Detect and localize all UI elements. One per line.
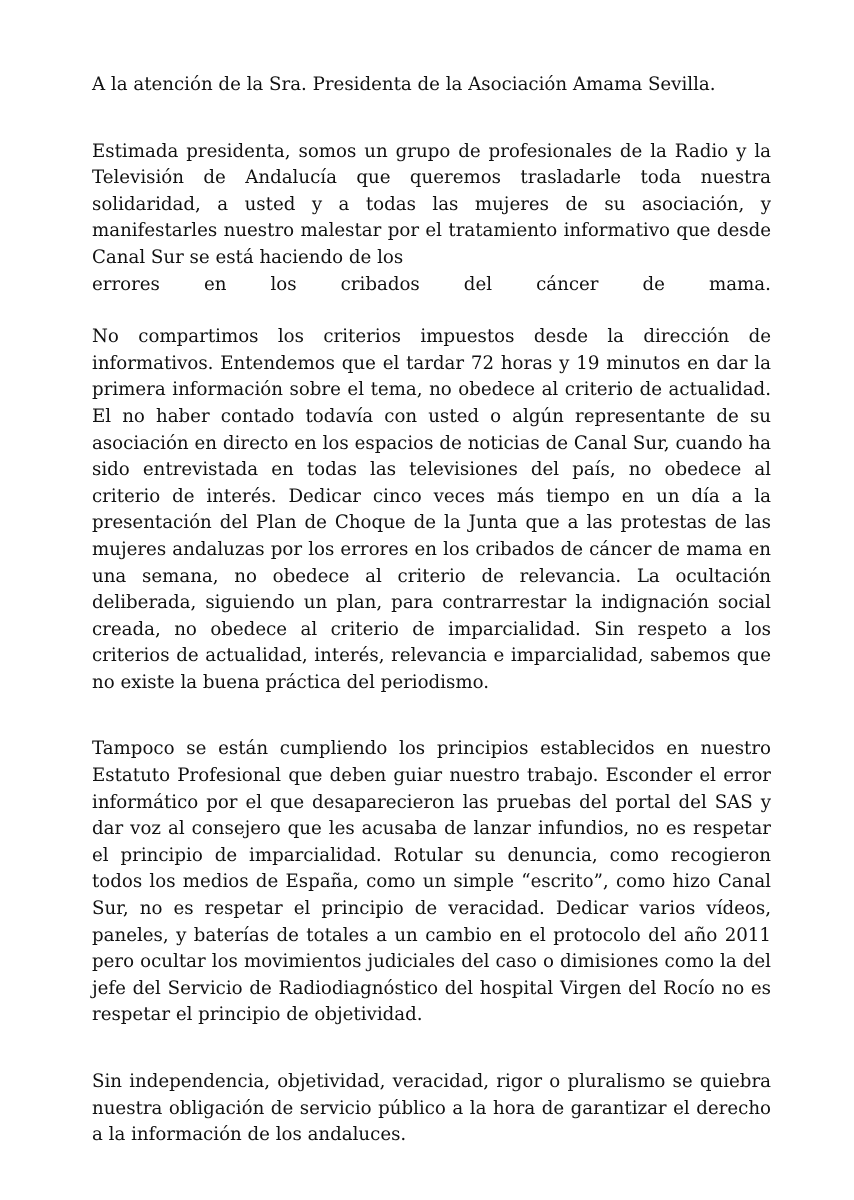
last-line-word: de [642, 273, 665, 295]
paragraph-solidarity-last-line [92, 272, 771, 299]
paragraph-conclusion: Sin independencia, objetividad, veracidad, rigor o pluralismo se quiebra nuestra obligación de servicio público a la hora de garantizar el derecho a la información de los andaluces. [92, 1071, 771, 1146]
paragraph-principles: Tampoco se están cumpliendo los principios establecidos en nuestro Estatuto Profesional que deben guiar nuestro trabajo. Esconder el error informático por el que desaparecieron las pruebas del portal del SAS y dar voz al consejero que les acusaba de lanzar infundios, no es respetar el principio de imparcialidad. Rotular su denuncia, como recogieron todos los medios de España, como un simple “escrito”, como hizo Canal Sur, no es respetar el principio de veracidad. Dedicar varios vídeos, paneles, y baterías de totales a un cambio en el protocolo del año 2011 pero ocultar los movimientos judiciales del caso o dimisiones como la del jefe del Servicio de Radiodiagnóstico del hospital Virgen del Rocío no es respetar el principio de objetividad. [92, 738, 771, 1026]
paragraph-solidarity [92, 139, 771, 299]
letter-greeting: A la atención de la Sra. Presidenta de la Asociación Amama Sevilla. [92, 74, 716, 95]
last-line-word: cáncer [536, 273, 599, 295]
last-line-word: cribados [340, 273, 420, 295]
last-line-word: del [463, 273, 493, 295]
last-line-word: mama. [708, 273, 771, 295]
last-line-word: en [203, 273, 227, 295]
paragraph-criteria: No compartimos los criterios impuestos desde la dirección de informativos. Entendemos que el tardar 72 horas y 19 minutos en dar la primera información sobre el tema, no obedece al criterio de actualidad. El no haber contado todavía con usted o algún representante de su asociación en directo en los espacios de noticias de Canal Sur, cuando ha sido entrevistada en todas las televisiones del país, no obedece al criterio de interés. Dedicar cinco veces más tiempo en un día a la presentación del Plan de Choque de la Junta que a las protestas de las mujeres andaluzas por los errores en los cribados de cáncer de mama en una semana, no obedece al criterio de relevancia. La ocultación deliberada, siguiendo un plan, para contrarrestar la indignación social creada, no obedece al criterio de imparcialidad. Sin respeto a los criterios de actualidad, interés, relevancia e imparcialidad, sabemos que no existe la buena práctica del periodismo. [92, 326, 771, 693]
paragraph-solidarity-text: Estimada presidenta, somos un grupo de profesionales de la Radio y la Televisión de Andalucía que queremos trasladarle toda nuestra solidaridad, a usted y a todas las mujeres de su asociación, y manifestarles nuestro malestar por el tratamiento informativo que desde Canal Sur se está haciendo de los [92, 140, 771, 268]
last-line-word: los [270, 273, 297, 295]
last-line-word: errores [92, 273, 160, 295]
letter-body [92, 72, 771, 1149]
